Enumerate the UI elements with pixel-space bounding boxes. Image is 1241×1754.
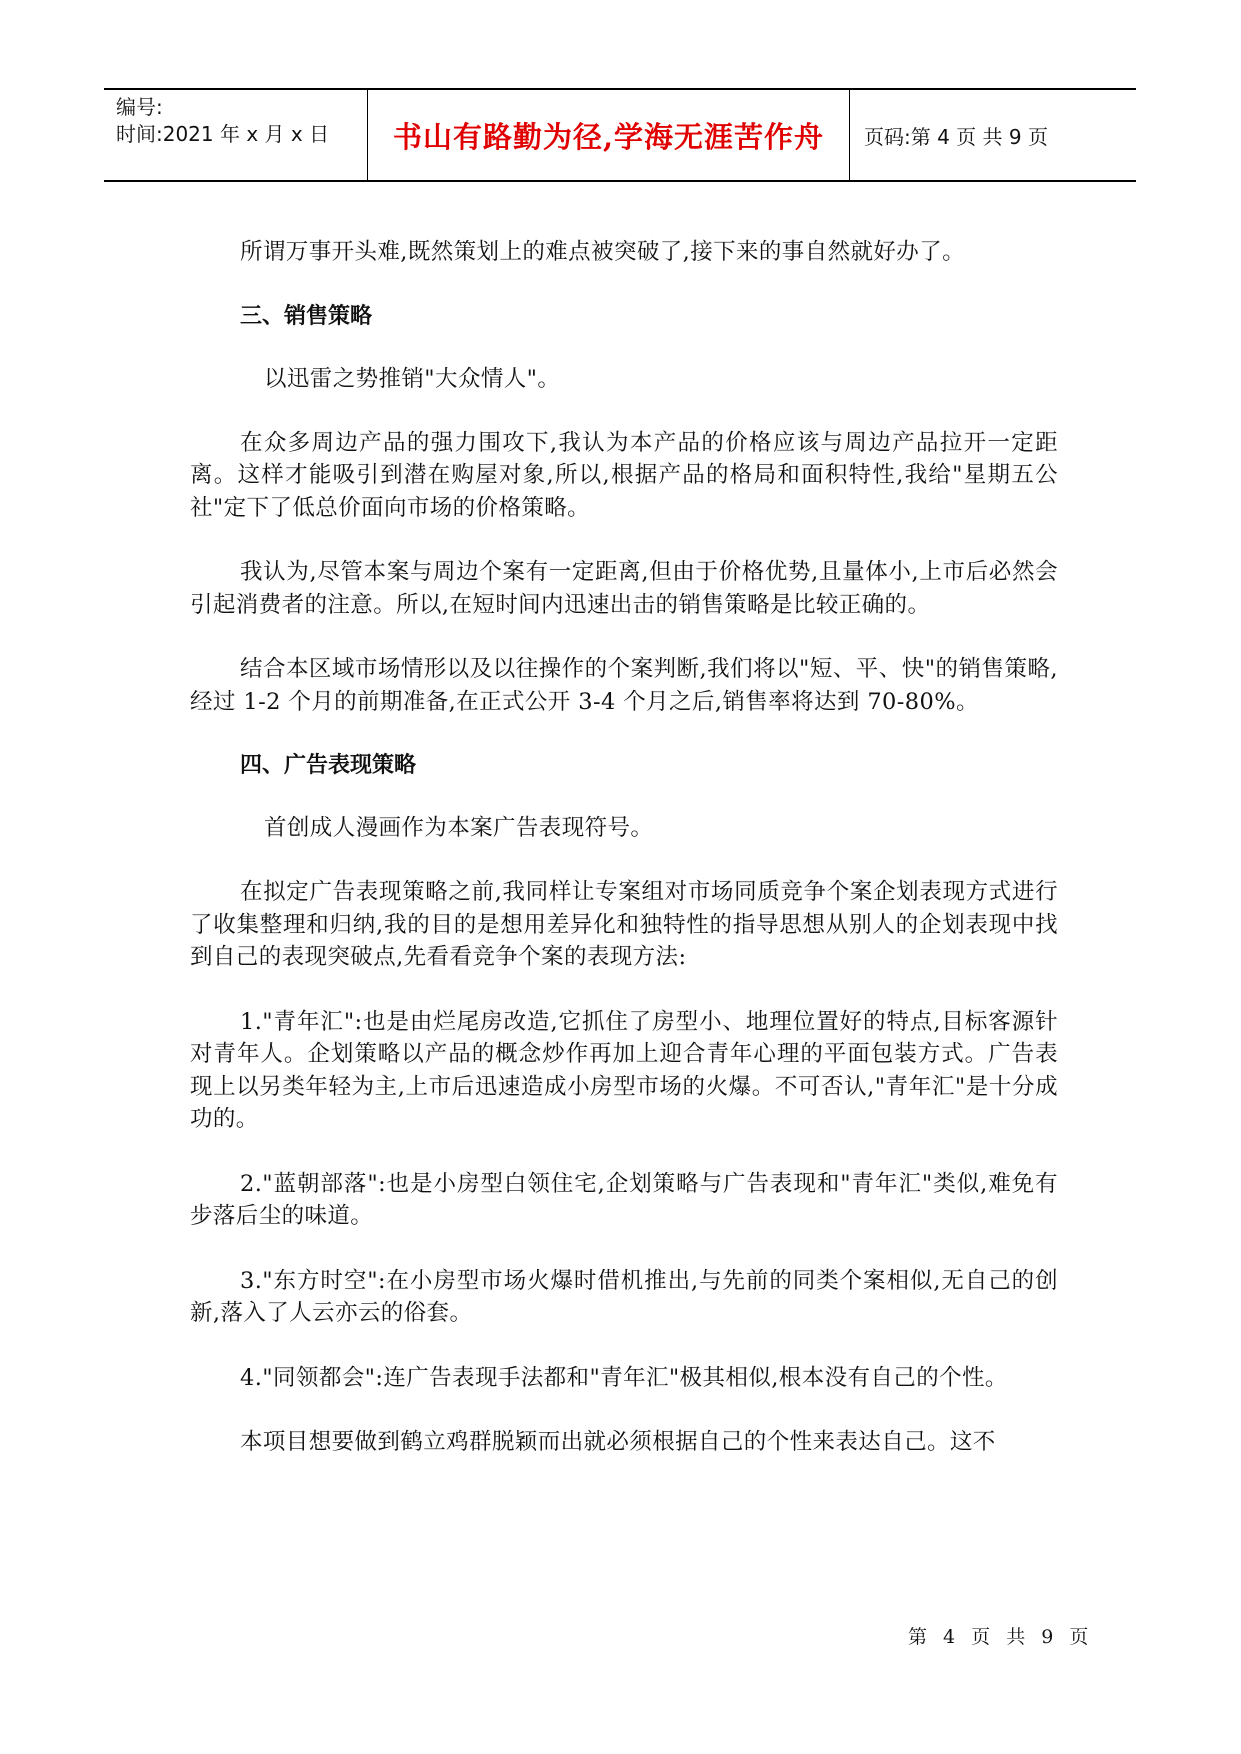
- section-heading-ad-strategy: 四、广告表现策略: [240, 753, 417, 778]
- document-number-label: 编号:: [116, 95, 163, 119]
- list-item: 1."青年汇":也是由烂尾房改造,它抓住了房型小、地理位置好的特点,目标客源针对青年人。企划策略以产品的概念炒作再加上迎合青年心理的平面包装方式。广告表现上以另类年轻为主,上市后迅速造成小房型市场的火爆。不可否认,"青年汇"是十分成功的。: [190, 1008, 1058, 1132]
- page-footer: 第 4 页 共 9 页: [908, 1626, 1094, 1648]
- paragraph: 我认为,尽管本案与周边个案有一定距离,但由于价格优势,且量体小,上市后必然会引起消费者的注意。所以,在短时间内迅速出击的销售策略是比较正确的。: [190, 559, 1058, 618]
- header-page-cell: [850, 90, 1136, 180]
- header-page-number: 页码:第 4 页 共 9 页: [864, 124, 1048, 149]
- paragraph: 在拟定广告表现策略之前,我同样让专案组对市场同质竞争个案企划表现方式进行了收集整理和归纳,我的目的是想用差异化和独特性的指导思想从别人的企划表现中找到自己的表现突破点,先看看竞争个案的表现方法:: [190, 879, 1058, 970]
- section-heading-sales-strategy: 三、销售策略: [240, 303, 373, 329]
- header-motto-cell: [368, 90, 850, 180]
- section-lead: 首创成人漫画作为本案广告表现符号。: [264, 815, 654, 841]
- header-meta: [104, 90, 368, 180]
- list-item: 4."同领都会":连广告表现手法都和"青年汇"极其相似,根本没有自己的个性。: [240, 1364, 1008, 1391]
- paragraph: 结合本区域市场情形以及以往操作的个案判断,我们将以"短、平、快"的销售策略,经过 1-2 个月的前期准备,在正式公开 3-4 个月之后,销售率将达到 70-80%。: [190, 656, 1058, 715]
- section-lead: 以迅雷之势推销"大众情人"。: [264, 365, 561, 392]
- paragraph: 本项目想要做到鹤立鸡群脱颖而出就必须根据自己的个性来表达自己。这不: [240, 1429, 996, 1455]
- paragraph: 在众多周边产品的强力围攻下,我认为本产品的价格应该与周边产品拉开一定距离。这样才能吸引到潜在购屋对象,所以,根据产品的格局和面积特性,我给"星期五公社"定下了低总价面向市场的价格策略。: [190, 429, 1058, 521]
- document-header: [104, 88, 1136, 182]
- document-time-label: 时间:2021 年 x 月 x 日: [116, 122, 330, 146]
- list-item: 2."蓝朝部落":也是小房型白领住宅,企划策略与广告表现和"青年汇"类似,难免有步落后尘的味道。: [190, 1170, 1058, 1229]
- document-body: [190, 236, 1058, 1491]
- paragraph: 所谓万事开头难,既然策划上的难点被突破了,接下来的事自然就好办了。: [240, 239, 966, 265]
- header-motto: 书山有路勤为径,学海无涯苦作舟: [392, 119, 825, 154]
- list-item: 3."东方时空":在小房型市场火爆时借机推出,与先前的同类个案相似,无自己的创新,落入了人云亦云的俗套。: [190, 1267, 1058, 1326]
